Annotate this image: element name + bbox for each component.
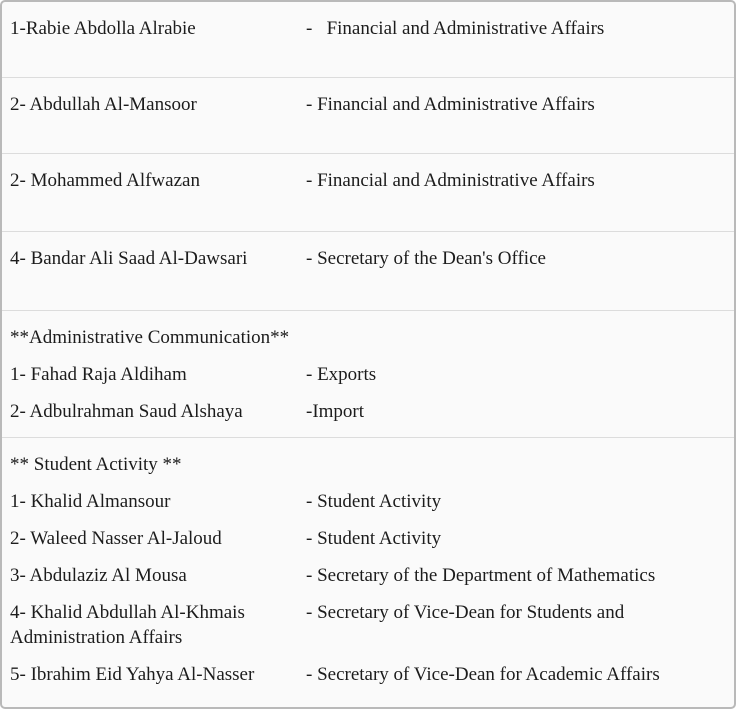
person-name: 1- Khalid Almansour xyxy=(10,491,171,512)
person-role: - Financial and Administrative Affairs xyxy=(306,170,595,191)
person-name: 2- Abdullah Al-Mansoor xyxy=(10,94,197,115)
person-role: - Student Activity xyxy=(306,491,442,512)
section-header: **Administrative Communication** xyxy=(10,327,290,348)
person-name: 4- Khalid Abdullah Al-Khmais xyxy=(10,602,245,623)
entry-line xyxy=(10,92,724,117)
person-role: -Import xyxy=(306,401,365,422)
person-name: 5- Ibrahim Eid Yahya Al-Nasser xyxy=(10,664,255,685)
person-role: - Secretary of Vice-Dean for Students and Administration Affairs xyxy=(10,602,628,648)
person-name: 1- Fahad Raja Aldiham xyxy=(10,364,187,385)
person-role: - Student Activity xyxy=(306,528,442,549)
table-row xyxy=(2,232,734,311)
entry-line xyxy=(10,526,724,551)
entry-line xyxy=(10,489,724,514)
person-role: - Secretary of Vice-Dean for Academic Affairs xyxy=(306,664,660,685)
entry-line xyxy=(10,399,724,424)
table-row xyxy=(2,154,734,232)
person-role: - Exports xyxy=(306,364,377,385)
entry-line xyxy=(10,362,724,387)
person-role: - Secretary of the Department of Mathematics xyxy=(306,565,656,586)
entry-line xyxy=(10,600,724,650)
table-row-student-activity xyxy=(2,438,734,707)
entry-line xyxy=(10,16,724,41)
person-name: 2- Adbulrahman Saud Alshaya xyxy=(10,401,243,422)
entry-line xyxy=(10,168,724,193)
person-role: - Financial and Administrative Affairs xyxy=(306,94,595,115)
section-header: ** Student Activity ** xyxy=(10,454,182,475)
person-name: 3- Abdulaziz Al Mousa xyxy=(10,565,187,586)
entry-line xyxy=(10,563,724,588)
person-name: 4- Bandar Ali Saad Al-Dawsari xyxy=(10,248,248,269)
person-name: 2- Mohammed Alfwazan xyxy=(10,170,200,191)
entry-line xyxy=(10,246,724,271)
person-name: 2- Waleed Nasser Al-Jaloud xyxy=(10,528,222,549)
person-role: - Financial and Administrative Affairs xyxy=(306,18,605,39)
table-row xyxy=(2,2,734,78)
table-row xyxy=(2,78,734,154)
entry-line xyxy=(10,662,724,687)
person-name: 1-Rabie Abdolla Alrabie xyxy=(10,18,196,39)
person-role: - Secretary of the Dean's Office xyxy=(306,248,546,269)
table-row-administrative-communication xyxy=(2,311,734,438)
